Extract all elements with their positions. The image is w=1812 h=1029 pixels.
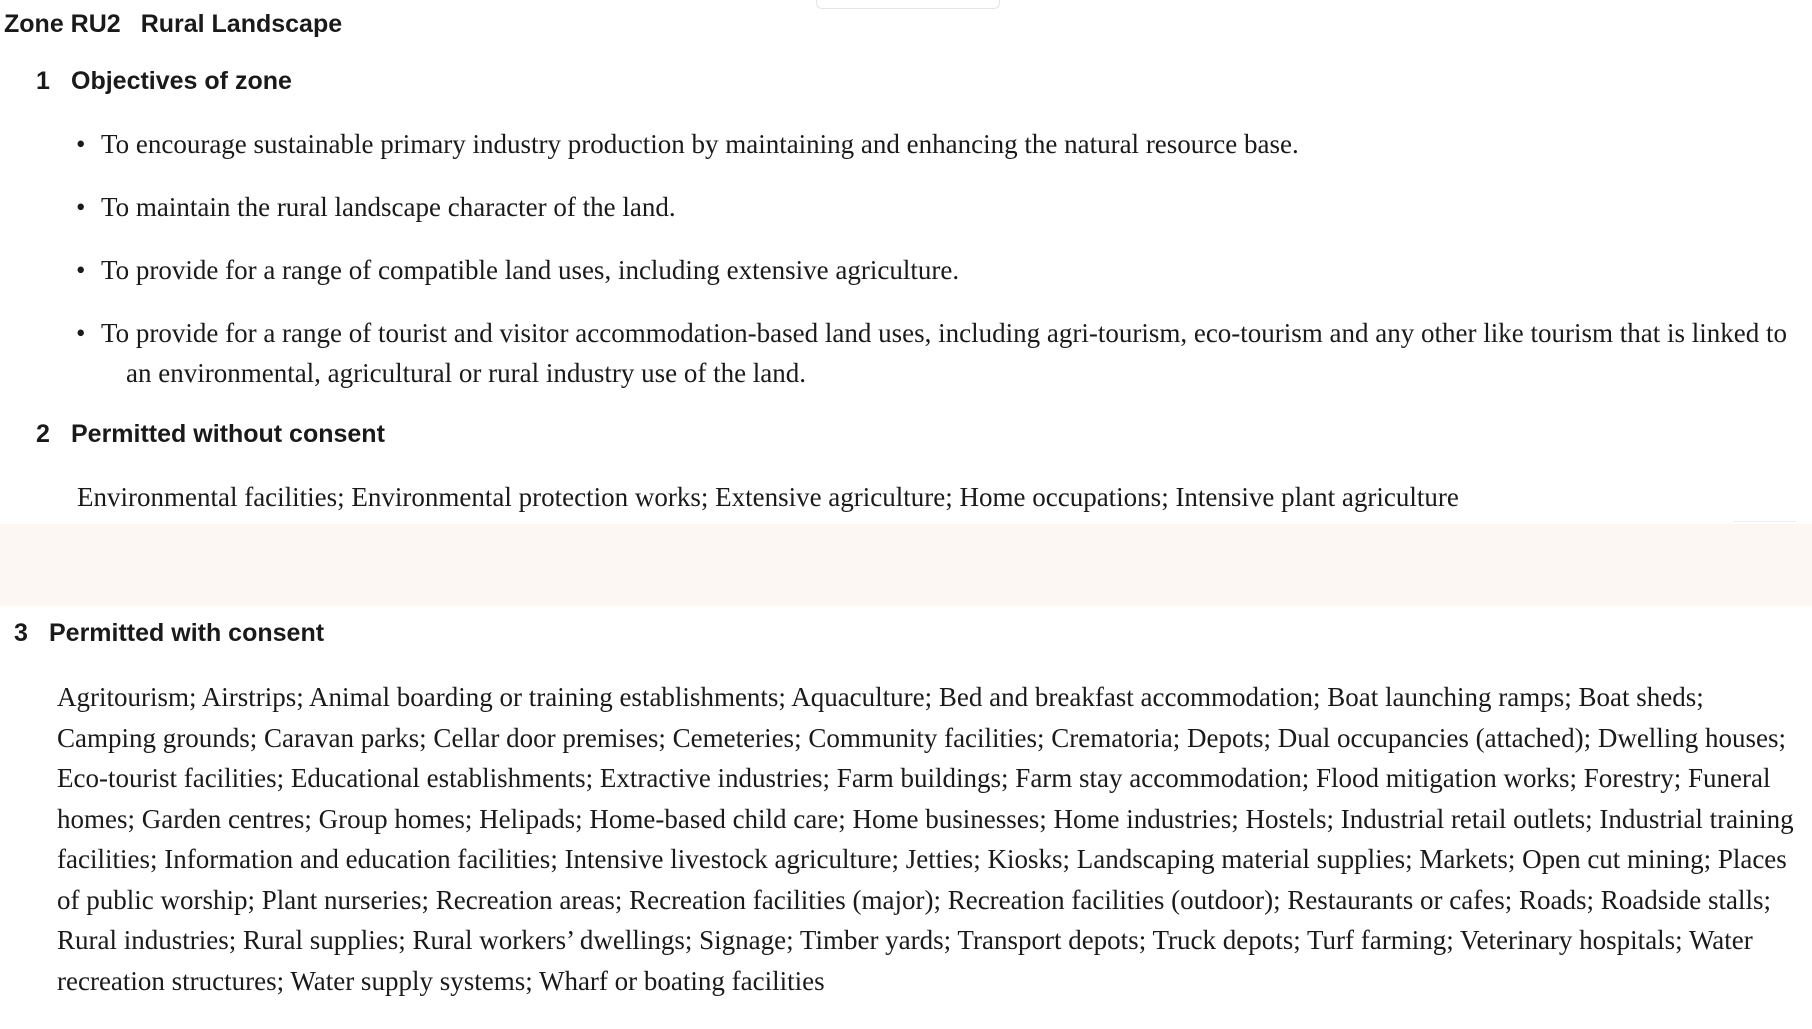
objective-text: To provide for a range of compatible land uses, including extensive agriculture. [101,255,960,285]
section-title: Permitted with consent [49,619,325,647]
objective-item [76,313,1796,393]
zone-title [4,10,342,39]
objective-text: To encourage sustainable primary industry production by maintaining and enhancing the natural resource base. [101,129,1299,159]
bullet-icon: • [76,129,86,159]
bullet-icon: • [76,318,86,348]
bullet-icon: • [76,255,86,285]
permitted-without-consent-text: Environmental facilities; Environmental protection works; Extensive agriculture; Home occupations; Intensive plant agriculture [77,482,1459,512]
objective-text: To maintain the rural landscape character of the land. [101,192,676,222]
section-title: Permitted without consent [71,420,385,448]
section-3-heading [14,619,324,648]
section-number: 3 [14,619,28,647]
section-number: 1 [36,67,50,95]
zone-name: Rural Landscape [140,10,343,38]
zone-code: Zone RU2 [4,10,121,38]
top-tab-fragment [816,0,1000,9]
bullet-icon: • [76,192,86,222]
section-number: 2 [36,420,50,448]
objective-item [76,187,1796,227]
permitted-with-consent-text: Agritourism; Airstrips; Animal boarding or training establishments; Aquaculture; Bed and breakfast accommodation; Boat launching ramps; Boat sheds; Camping grounds; Caravan parks; Cellar door premises; Cemeteries; Community facilities; Crematoria; Depots; Dual occupancies (attached); Dwelling houses; Eco-tourist facilities; Educational establishments; Extractive industries; Farm buildings; Farm stay accommodation; Flood mitigation works; Forestry; Funeral homes; Garden centres; Group homes; Helipads; Home-based child care; Home businesses; Home industries; Hostels; Industrial retail outlets; Industrial training facilities; Information and education facilities; Intensive livestock agriculture; Jetties; Kiosks; Landscaping material supplies; Markets; Open cut mining; Places of public worship; Plant nurseries; Recreation areas; Recreation facilities (major); Recreation facilities (outdoor); Restaurants or cafes; Roads; Roadside stalls; Rural industries; Rural supplies; Rural workers’ dwellings; Signage; Timber yards; Transport depots; Truck depots; Turf farming; Veterinary hospitals; Water recreation structures; Water supply systems; Wharf or boating facilities [57,682,1794,996]
section-title: Objectives of zone [71,67,292,95]
section-1-heading [36,67,292,96]
objective-item [76,124,1796,164]
divider [1734,521,1796,522]
objective-item [76,250,1796,290]
cropped-line-fragment [20,1021,170,1029]
section-2-heading [36,420,385,449]
page-gap-band [0,524,1812,606]
objective-text: To provide for a range of tourist and visitor accommodation-based land uses, including agri-tourism, eco-tourism and any other like tourism that is linked to an environmental, agricultural or rural industry use of the land. [101,318,1787,388]
